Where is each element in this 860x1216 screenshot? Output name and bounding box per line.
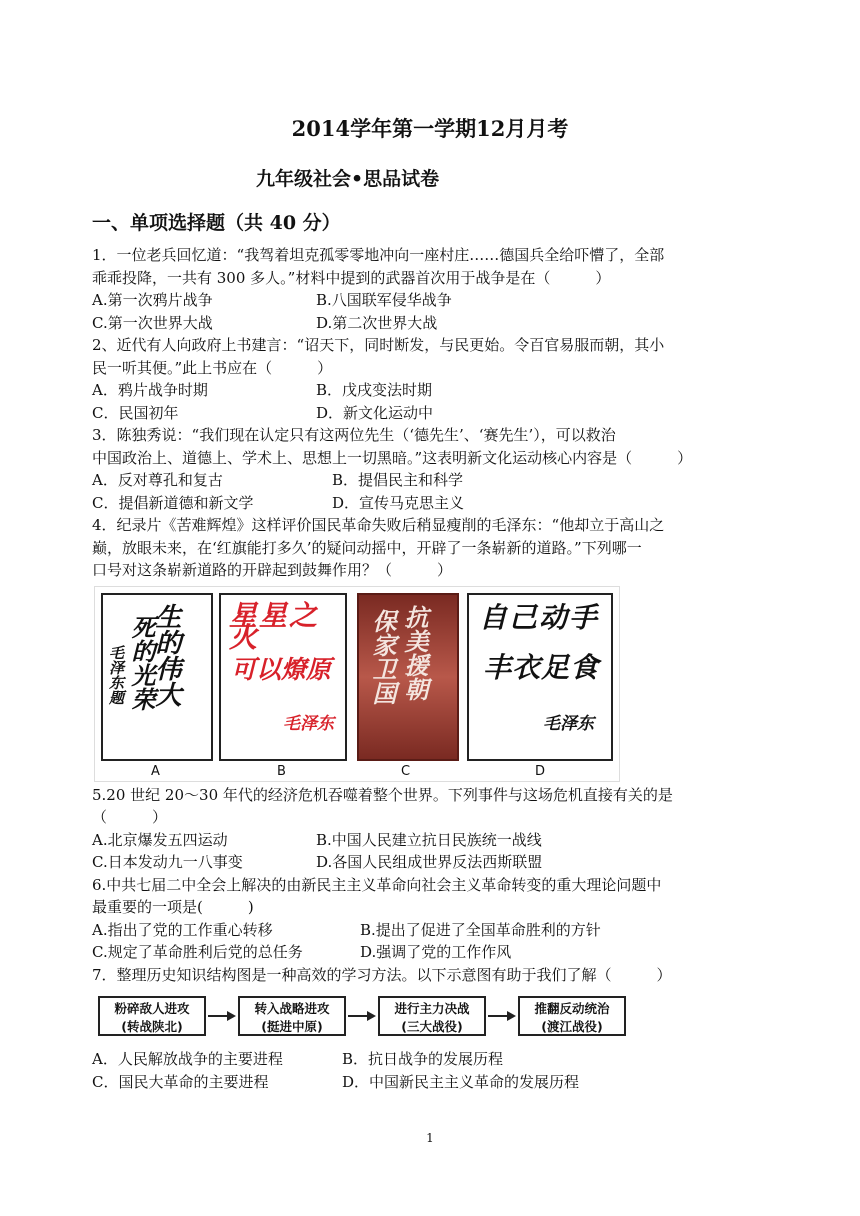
calligraphy-a-sign: 毛泽东题 bbox=[107, 644, 125, 705]
flow-step-1 bbox=[98, 996, 206, 1036]
question-2-options-row-2 bbox=[92, 402, 782, 425]
question-2-options-row-1 bbox=[92, 379, 782, 402]
exam-title: 2014学年第一学期12月月考 bbox=[291, 116, 569, 141]
question-6-option-c: C.规定了革命胜利后党的总任务 bbox=[92, 943, 303, 961]
question-4 bbox=[92, 514, 782, 782]
flow-step-4 bbox=[518, 996, 626, 1036]
flow-step-1-top: 粉碎敌人进攻 bbox=[114, 1001, 190, 1016]
question-2-option-a: A．鸦片战争时期 bbox=[92, 381, 208, 399]
question-4-stem-2: 巅，放眼未来，在‘红旗能打多久’的疑问动摇中，开辟了一条崭新的道路。”下列哪一 bbox=[92, 538, 642, 557]
arrow-right-icon bbox=[206, 1009, 238, 1023]
calligraphy-a-text1: 生的伟大 bbox=[151, 602, 181, 707]
question-1 bbox=[92, 244, 782, 334]
calligraphy-d-text1: 自己动手 bbox=[479, 600, 600, 634]
question-5-stem-2: （ ） bbox=[92, 808, 168, 826]
question-1-options-row-1 bbox=[92, 289, 782, 312]
question-1-stem-2: 乖乖投降，一共有 300 多人。”材料中提到的武器首次用于战争是在（ ） bbox=[92, 268, 611, 287]
question-1-option-a: A.第一次鸦片战争 bbox=[92, 291, 213, 309]
question-3 bbox=[92, 424, 782, 514]
question-5-option-c: C.日本发动九一八事变 bbox=[92, 853, 243, 871]
calligraphy-panel-a bbox=[101, 593, 213, 761]
question-5-stem-1: 5.20 世纪 20～30 年代的经济危机吞噬着整个世界。下列事件与这场危机直接有关的是 bbox=[92, 785, 673, 804]
calligraphy-b-text1: 星星之火 bbox=[229, 598, 320, 654]
question-6-option-b: B.提出了促进了全国革命胜利的方针 bbox=[360, 920, 601, 939]
question-7-option-b: B．抗日战争的发展历程 bbox=[342, 1050, 504, 1068]
flow-step-2-top: 转入战略进攻 bbox=[254, 1001, 330, 1016]
question-5-option-b: B.中国人民建立抗日民族统一战线 bbox=[316, 830, 542, 849]
panel-label-b: B bbox=[277, 763, 286, 779]
question-1-options-row-2 bbox=[92, 312, 782, 335]
arrow-right-icon bbox=[486, 1009, 518, 1023]
calligraphy-panel-c bbox=[357, 593, 459, 761]
question-2-option-d: D．新文化运动中 bbox=[316, 403, 434, 422]
section-heading: 一、单项选择题（共 40 分） bbox=[92, 212, 341, 234]
question-3-option-a: A．反对尊孔和复古 bbox=[92, 471, 223, 489]
flow-diagram bbox=[98, 992, 782, 1040]
calligraphy-d-sign: 毛泽东 bbox=[543, 713, 594, 734]
page-number: 1 bbox=[426, 1131, 434, 1145]
flow-step-2-bottom: (挺进中原) bbox=[261, 1019, 323, 1034]
question-1-option-d: D.第二次世界大战 bbox=[316, 313, 438, 332]
question-5 bbox=[92, 784, 782, 874]
question-1-option-c: C.第一次世界大战 bbox=[92, 313, 213, 332]
calligraphy-panel-d bbox=[467, 593, 613, 761]
question-7-option-d: D．中国新民主主义革命的发展历程 bbox=[342, 1072, 580, 1091]
arrow-right-icon bbox=[346, 1009, 378, 1023]
question-6-options-row-1 bbox=[92, 919, 782, 942]
question-4-stem-1: 4．纪录片《苦难辉煌》这样评价国民革命失败后稍显瘦削的毛泽东：“他却立于高山之 bbox=[92, 516, 665, 534]
flow-step-3 bbox=[378, 996, 486, 1036]
question-7-options-row-1 bbox=[92, 1048, 782, 1071]
question-5-option-a: A.北京爆发五四运动 bbox=[92, 830, 228, 849]
question-1-option-b: B.八国联军侵华战争 bbox=[316, 291, 452, 309]
calligraphy-b-sign: 毛泽东 bbox=[283, 713, 334, 734]
question-6-option-a: A.指出了党的工作重心转移 bbox=[92, 920, 273, 939]
calligraphy-c-text1: 抗美援朝 bbox=[400, 604, 428, 701]
question-3-option-b: B．提倡民主和科学 bbox=[332, 471, 464, 489]
calligraphy-d-text2: 丰衣足食 bbox=[483, 650, 600, 684]
question-7-option-a: A．人民解放战争的主要进程 bbox=[92, 1050, 283, 1068]
calligraphy-b-text2: 可以燎原 bbox=[231, 654, 332, 684]
question-4-stem-3: 口号对这条崭新道路的开辟起到鼓舞作用？（ ） bbox=[92, 561, 453, 579]
question-6 bbox=[92, 874, 782, 964]
questions bbox=[92, 244, 782, 1093]
flow-step-4-bottom: (渡江战役) bbox=[541, 1019, 603, 1034]
flow-step-3-bottom: (三大战役) bbox=[401, 1019, 463, 1034]
flow-step-4-top: 推翻反动统治 bbox=[534, 1001, 610, 1016]
flow-step-2 bbox=[238, 996, 346, 1036]
calligraphy-panel-b bbox=[219, 593, 347, 761]
calligraphy-c-text2: 保家卫国 bbox=[368, 608, 396, 705]
question-7-options-row-2 bbox=[92, 1071, 782, 1094]
question-7-option-c: C．国民大革命的主要进程 bbox=[92, 1072, 269, 1091]
question-7 bbox=[92, 964, 782, 1094]
panel-label-d: D bbox=[535, 763, 546, 779]
question-2-stem-1: 2、近代有人向政府上书建言：“诏天下，同时断发，与民更始。令百官易服而朝，其小 bbox=[92, 336, 665, 354]
panel-label-a: A bbox=[151, 763, 160, 779]
flow-step-1-bottom: (转战陕北) bbox=[121, 1019, 183, 1034]
question-5-options-row-1 bbox=[92, 829, 782, 852]
question-5-option-d: D.各国人民组成世界反法西斯联盟 bbox=[316, 853, 543, 871]
question-2-option-c: C．民国初年 bbox=[92, 403, 179, 422]
question-3-stem-2: 中国政治上、道德上、学术上、思想上一切黑暗。”这表明新文化运动核心内容是（ ） bbox=[92, 448, 693, 467]
flow-step-3-top: 进行主力决战 bbox=[394, 1001, 470, 1016]
question-2 bbox=[92, 334, 782, 424]
question-6-option-d: D.强调了党的工作作风 bbox=[360, 943, 512, 961]
question-7-stem-1: 7．整理历史知识结构图是一种高效的学习方法。以下示意图有助于我们了解（ ） bbox=[92, 965, 672, 984]
question-3-options-row-2 bbox=[92, 492, 782, 515]
question-5-options-row-2 bbox=[92, 851, 782, 874]
question-2-option-b: B．戊戌变法时期 bbox=[316, 381, 433, 399]
question-6-stem-1: 6.中共七届二中全会上解决的由新民主主义革命向社会主义革命转变的重大理论问题中 bbox=[92, 875, 662, 894]
exam-subtitle: 九年级社会•思品试卷 bbox=[256, 168, 440, 190]
question-6-options-row-2 bbox=[92, 941, 782, 964]
question-3-options-row-1 bbox=[92, 469, 782, 492]
calligraphy-figure bbox=[94, 586, 620, 782]
calligraphy-a-text2: 死的光荣 bbox=[127, 614, 155, 711]
question-3-stem-1: 3．陈独秀说：“我们现在认定只有这两位先生（‘德先生’、‘赛先生’），可以救治 bbox=[92, 426, 616, 444]
question-1-stem-1: 1．一位老兵回忆道：“我驾着坦克孤零零地冲向一座村庄……德国兵全给吓懵了，全部 bbox=[92, 246, 665, 264]
question-3-option-c: C．提倡新道德和新文学 bbox=[92, 493, 254, 512]
question-6-stem-2: 最重要的一项是( ) bbox=[92, 898, 254, 916]
question-3-option-d: D．宣传马克思主义 bbox=[332, 493, 465, 512]
panel-label-c: C bbox=[401, 763, 411, 779]
question-2-stem-2: 民一听其便。”此上书应在（ ） bbox=[92, 358, 333, 377]
